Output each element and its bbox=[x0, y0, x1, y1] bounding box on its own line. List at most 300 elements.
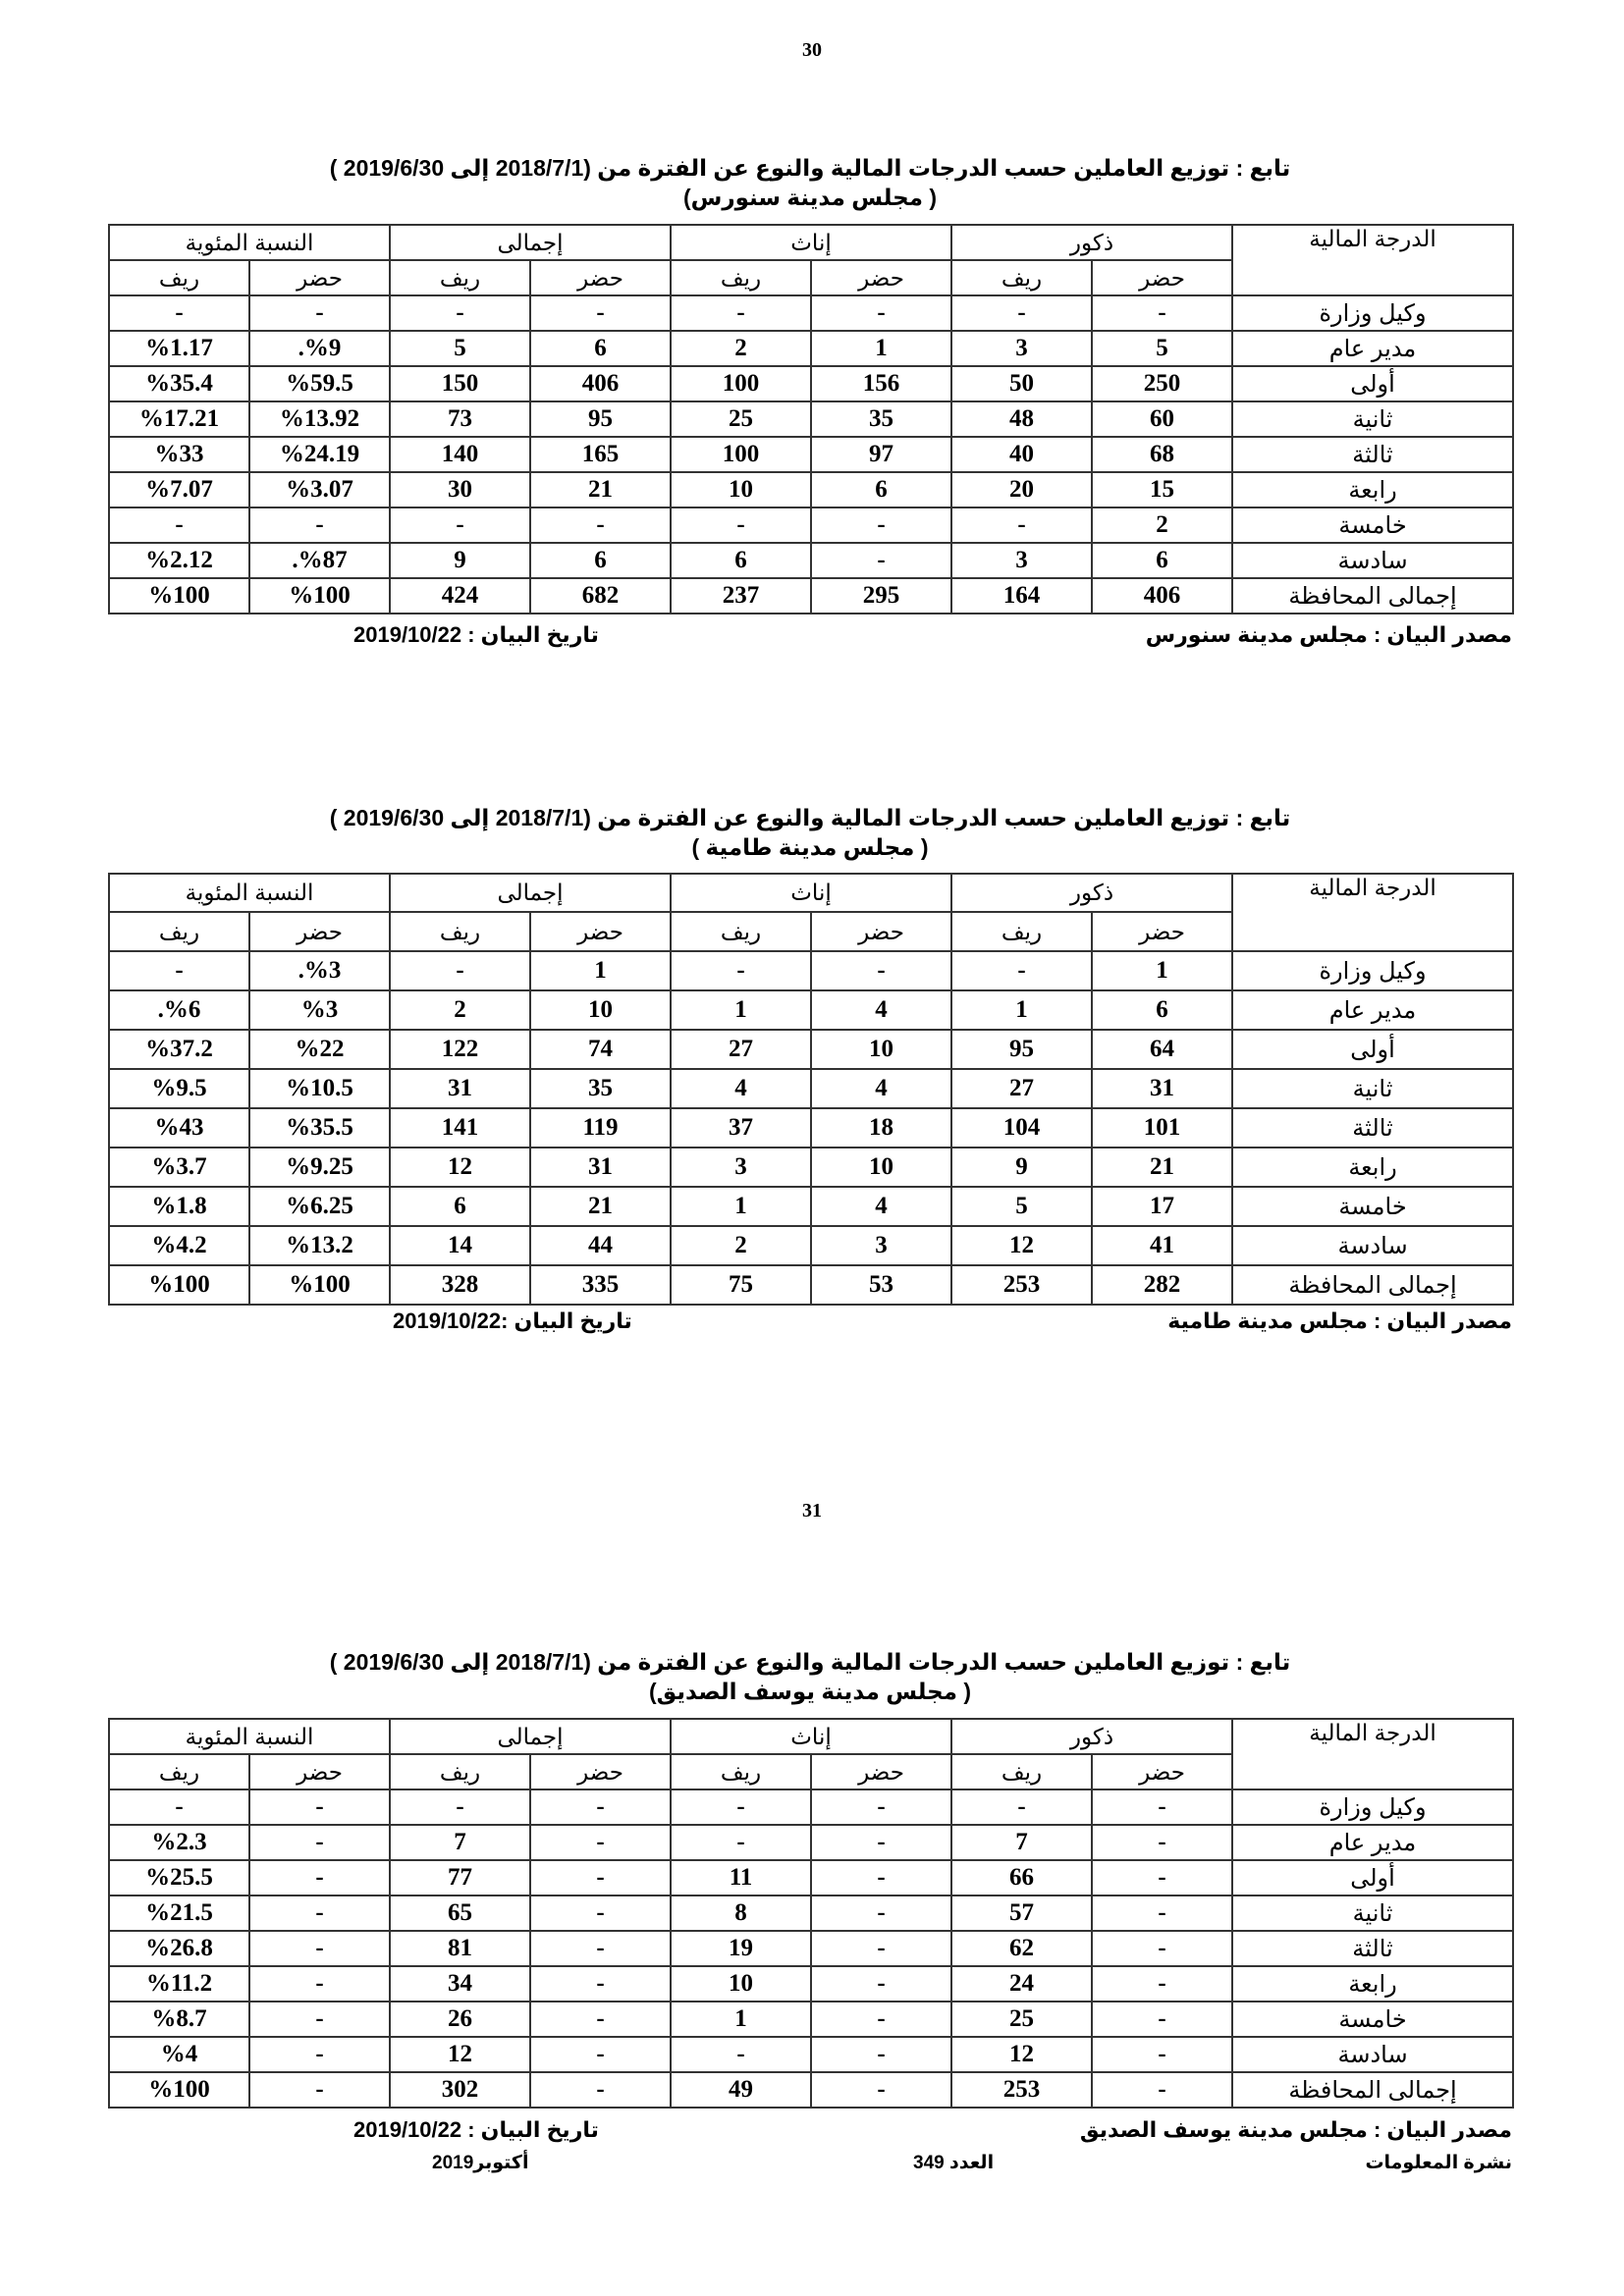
table-cell: 100 bbox=[671, 366, 811, 401]
table-cell: - bbox=[530, 1966, 671, 2002]
table-cell: 10 bbox=[811, 1148, 951, 1187]
table-cell: 250 bbox=[1092, 366, 1232, 401]
table-row bbox=[109, 1789, 1513, 1825]
header-percent: النسبة المئوية bbox=[109, 225, 390, 260]
table-row bbox=[109, 295, 1513, 331]
table-cell: %3. bbox=[249, 951, 390, 990]
table-cell: 1 bbox=[671, 990, 811, 1030]
table-cell: - bbox=[671, 295, 811, 331]
grade-label: وكيل وزارة bbox=[1232, 951, 1513, 990]
grade-label: خامسة bbox=[1232, 2002, 1513, 2037]
grade-label: خامسة bbox=[1232, 507, 1513, 543]
table-cell: - bbox=[530, 2072, 671, 2108]
table-cell: %9. bbox=[249, 331, 390, 366]
header-rural: ريف bbox=[109, 1754, 249, 1789]
table-cell: - bbox=[671, 1789, 811, 1825]
table-row bbox=[109, 1187, 1513, 1226]
footer-issue: العدد 349 bbox=[913, 2153, 995, 2173]
table-cell: - bbox=[1092, 2002, 1232, 2037]
table-cell: - bbox=[811, 1825, 951, 1860]
table-cell: 302 bbox=[390, 2072, 530, 2108]
table-cell: %33 bbox=[109, 437, 249, 472]
header-rural: ريف bbox=[951, 912, 1092, 951]
table-cell: %9.25 bbox=[249, 1148, 390, 1187]
data-date: تاريخ البيان :2019/10/22 bbox=[393, 1308, 632, 1333]
table-row bbox=[109, 507, 1513, 543]
grade-label: رابعة bbox=[1232, 472, 1513, 507]
table-row bbox=[109, 1069, 1513, 1108]
table-cell: 3 bbox=[951, 543, 1092, 578]
table-cell: 406 bbox=[1092, 578, 1232, 614]
header-urban: حضر bbox=[249, 912, 390, 951]
table-cell: 6 bbox=[1092, 543, 1232, 578]
table-cell: 48 bbox=[951, 401, 1092, 437]
header-percent: النسبة المئوية bbox=[109, 874, 390, 912]
table-cell: %4 bbox=[109, 2037, 249, 2072]
table-cell: - bbox=[249, 2002, 390, 2037]
header-urban: حضر bbox=[530, 1754, 671, 1789]
table-title-line: تابع : توزيع العاملين حسب الدرجات المالية والنوع عن الفترة من (2018/7/1 إلى 2019/6/30 ) bbox=[329, 155, 1291, 181]
table-cell: 7 bbox=[390, 1825, 530, 1860]
table-cell: - bbox=[811, 2002, 951, 2037]
table-cell: 31 bbox=[390, 1069, 530, 1108]
table-cell: 73 bbox=[390, 401, 530, 437]
table-cell: 77 bbox=[390, 1860, 530, 1896]
table-cell: 1 bbox=[671, 2002, 811, 2037]
table-cell: 97 bbox=[811, 437, 951, 472]
table-cell: 18 bbox=[811, 1108, 951, 1148]
table-cell: - bbox=[811, 295, 951, 331]
table-row bbox=[109, 951, 1513, 990]
table-cell: - bbox=[951, 295, 1092, 331]
table-cell: 74 bbox=[530, 1030, 671, 1069]
header-total: إجمالى bbox=[390, 874, 671, 912]
table-cell: 3 bbox=[951, 331, 1092, 366]
table-cell: - bbox=[530, 1789, 671, 1825]
header-rural: ريف bbox=[951, 1754, 1092, 1789]
header-rural: ريف bbox=[109, 260, 249, 295]
table-cell: 10 bbox=[811, 1030, 951, 1069]
footer-month: أكتوبر2019 bbox=[432, 2153, 529, 2173]
table-cell: %59.5 bbox=[249, 366, 390, 401]
table-cell: 81 bbox=[390, 1931, 530, 1966]
table-cell: 21 bbox=[530, 472, 671, 507]
grade-label: وكيل وزارة bbox=[1232, 295, 1513, 331]
table-cell: - bbox=[249, 507, 390, 543]
table-cell: 122 bbox=[390, 1030, 530, 1069]
table-cell: %6. bbox=[109, 990, 249, 1030]
table-cell: 75 bbox=[671, 1265, 811, 1305]
table-row bbox=[109, 331, 1513, 366]
table-cell: 5 bbox=[1092, 331, 1232, 366]
table-cell: - bbox=[249, 1896, 390, 1931]
table-cell: 37 bbox=[671, 1108, 811, 1148]
table-cell: - bbox=[249, 2072, 390, 2108]
table-cell: %10.5 bbox=[249, 1069, 390, 1108]
table-cell: - bbox=[671, 507, 811, 543]
header-males: ذكور bbox=[951, 225, 1232, 260]
table-row bbox=[109, 1265, 1513, 1305]
table-cell: 7 bbox=[951, 1825, 1092, 1860]
table-cell: 11 bbox=[671, 1860, 811, 1896]
table-cell: %3.07 bbox=[249, 472, 390, 507]
data-source: مصدر البيان : مجلس مدينة يوسف الصديق bbox=[1079, 2117, 1512, 2142]
table-cell: 4 bbox=[811, 1187, 951, 1226]
table-cell: 10 bbox=[671, 1966, 811, 2002]
data-date: تاريخ البيان : 2019/10/22 bbox=[353, 622, 599, 647]
table-cell: %22 bbox=[249, 1030, 390, 1069]
table-cell: 165 bbox=[530, 437, 671, 472]
grade-label: سادسة bbox=[1232, 2037, 1513, 2072]
table-cell: 95 bbox=[951, 1030, 1092, 1069]
table-1-title bbox=[108, 153, 1512, 212]
header-total: إجمالى bbox=[390, 225, 671, 260]
table-cell: - bbox=[109, 1789, 249, 1825]
header-rural: ريف bbox=[390, 1754, 530, 1789]
grades-table-sinnuris bbox=[108, 224, 1514, 614]
table-cell: 17 bbox=[1092, 1187, 1232, 1226]
table-cell: 6 bbox=[1092, 990, 1232, 1030]
grade-label: خامسة bbox=[1232, 1187, 1513, 1226]
header-urban: حضر bbox=[1092, 1754, 1232, 1789]
table-body bbox=[109, 1789, 1513, 2108]
table-cell: - bbox=[1092, 1931, 1232, 1966]
table-cell: - bbox=[249, 1789, 390, 1825]
table-body bbox=[109, 295, 1513, 614]
table-cell: %3.7 bbox=[109, 1148, 249, 1187]
table-cell: 253 bbox=[951, 2072, 1092, 2108]
grade-label: إجمالى المحافظة bbox=[1232, 2072, 1513, 2108]
header-females: إناث bbox=[671, 1719, 951, 1754]
table-cell: 19 bbox=[671, 1931, 811, 1966]
table-cell: %13.92 bbox=[249, 401, 390, 437]
header-rural: ريف bbox=[109, 912, 249, 951]
table-cell: - bbox=[530, 1931, 671, 1966]
table-cell: - bbox=[249, 295, 390, 331]
table-cell: 10 bbox=[530, 990, 671, 1030]
table-cell: - bbox=[811, 2037, 951, 2072]
table-body bbox=[109, 951, 1513, 1305]
table-cell: 1 bbox=[1092, 951, 1232, 990]
table-cell: 57 bbox=[951, 1896, 1092, 1931]
header-rural: ريف bbox=[390, 260, 530, 295]
table-cell: 5 bbox=[390, 331, 530, 366]
table-cell: 60 bbox=[1092, 401, 1232, 437]
table-cell: 2 bbox=[1092, 507, 1232, 543]
table-row bbox=[109, 1860, 1513, 1896]
table-cell: 35 bbox=[530, 1069, 671, 1108]
table-row bbox=[109, 578, 1513, 614]
table-cell: %87. bbox=[249, 543, 390, 578]
header-grade: الدرجة المالية bbox=[1232, 1719, 1513, 1789]
table-cell: %8.7 bbox=[109, 2002, 249, 2037]
table-cell: 1 bbox=[530, 951, 671, 990]
table-cell: 66 bbox=[951, 1860, 1092, 1896]
table-cell: - bbox=[1092, 1896, 1232, 1931]
table-3-title bbox=[108, 1647, 1512, 1706]
footer-publication: نشرة المعلومات bbox=[1365, 2153, 1512, 2173]
table-cell: %7.07 bbox=[109, 472, 249, 507]
grade-label: رابعة bbox=[1232, 1966, 1513, 2002]
grade-label: سادسة bbox=[1232, 1226, 1513, 1265]
table-cell: - bbox=[1092, 1966, 1232, 2002]
table-cell: 40 bbox=[951, 437, 1092, 472]
grade-label: أولى bbox=[1232, 1860, 1513, 1896]
header-urban: حضر bbox=[530, 260, 671, 295]
table-cell: 31 bbox=[530, 1148, 671, 1187]
grade-label: وكيل وزارة bbox=[1232, 1789, 1513, 1825]
grade-label: رابعة bbox=[1232, 1148, 1513, 1187]
table-cell: - bbox=[951, 951, 1092, 990]
table-cell: %26.8 bbox=[109, 1931, 249, 1966]
table-cell: %4.2 bbox=[109, 1226, 249, 1265]
header-total: إجمالى bbox=[390, 1719, 671, 1754]
table-title-line: تابع : توزيع العاملين حسب الدرجات المالية والنوع عن الفترة من (2018/7/1 إلى 2019/6/30 ) bbox=[329, 1649, 1291, 1675]
grade-label: ثانية bbox=[1232, 1896, 1513, 1931]
data-source: مصدر البيان : مجلس مدينة سنورس bbox=[1145, 622, 1512, 647]
table-cell: 44 bbox=[530, 1226, 671, 1265]
table-cell: - bbox=[390, 1789, 530, 1825]
table-cell: 34 bbox=[390, 1966, 530, 2002]
table-cell: - bbox=[109, 951, 249, 990]
table-cell: - bbox=[1092, 2072, 1232, 2108]
table-cell: 4 bbox=[671, 1069, 811, 1108]
table-cell: 1 bbox=[951, 990, 1092, 1030]
header-males: ذكور bbox=[951, 1719, 1232, 1754]
table-cell: %1.17 bbox=[109, 331, 249, 366]
table-cell: %35.5 bbox=[249, 1108, 390, 1148]
table-cell: - bbox=[671, 951, 811, 990]
table-cell: 4 bbox=[811, 1069, 951, 1108]
table-2-title bbox=[108, 803, 1512, 862]
grade-label: أولى bbox=[1232, 1030, 1513, 1069]
grade-label: أولى bbox=[1232, 366, 1513, 401]
header-percent: النسبة المئوية bbox=[109, 1719, 390, 1754]
table-cell: 12 bbox=[951, 1226, 1092, 1265]
table-cell: - bbox=[109, 295, 249, 331]
table-cell: 8 bbox=[671, 1896, 811, 1931]
table-cell: 9 bbox=[390, 543, 530, 578]
page-number-top: 30 bbox=[802, 39, 822, 61]
table-cell: %2.3 bbox=[109, 1825, 249, 1860]
grades-table-youssef-elsedeek bbox=[108, 1718, 1514, 2109]
table-cell: - bbox=[530, 2037, 671, 2072]
table-cell: 100 bbox=[671, 437, 811, 472]
table-cell: 12 bbox=[390, 2037, 530, 2072]
table-row bbox=[109, 472, 1513, 507]
table-cell: 156 bbox=[811, 366, 951, 401]
table-cell: 2 bbox=[390, 990, 530, 1030]
table-row bbox=[109, 543, 1513, 578]
grade-label: مدير عام bbox=[1232, 1825, 1513, 1860]
table-cell: - bbox=[951, 507, 1092, 543]
table-cell: %11.2 bbox=[109, 1966, 249, 2002]
table-cell: 1 bbox=[811, 331, 951, 366]
table-cell: - bbox=[811, 1931, 951, 1966]
table-cell: - bbox=[811, 1860, 951, 1896]
table-cell: %13.2 bbox=[249, 1226, 390, 1265]
table-cell: 10 bbox=[671, 472, 811, 507]
table-cell: 25 bbox=[951, 2002, 1092, 2037]
table-cell: 682 bbox=[530, 578, 671, 614]
grade-label: مدير عام bbox=[1232, 990, 1513, 1030]
table-cell: - bbox=[811, 951, 951, 990]
header-urban: حضر bbox=[249, 1754, 390, 1789]
table-cell: - bbox=[811, 507, 951, 543]
table-cell: 65 bbox=[390, 1896, 530, 1931]
table-cell: - bbox=[249, 1966, 390, 2002]
table-cell: 104 bbox=[951, 1108, 1092, 1148]
table-subtitle: ( مجلس مدينة سنورس) bbox=[682, 185, 938, 210]
table-cell: - bbox=[390, 951, 530, 990]
table-cell: 141 bbox=[390, 1108, 530, 1148]
grade-label: ثانية bbox=[1232, 401, 1513, 437]
table-cell: 95 bbox=[530, 401, 671, 437]
page-number-middle: 31 bbox=[802, 1500, 822, 1522]
header-urban: حضر bbox=[249, 260, 390, 295]
table-cell: 424 bbox=[390, 578, 530, 614]
table-cell: 328 bbox=[390, 1265, 530, 1305]
table-cell: 21 bbox=[1092, 1148, 1232, 1187]
table-cell: 253 bbox=[951, 1265, 1092, 1305]
table-cell: %100 bbox=[109, 1265, 249, 1305]
table-cell: 5 bbox=[951, 1187, 1092, 1226]
table-cell: 12 bbox=[951, 2037, 1092, 2072]
grades-table-tamiya bbox=[108, 873, 1514, 1306]
table-cell: %17.21 bbox=[109, 401, 249, 437]
table-cell: %100 bbox=[109, 578, 249, 614]
table-row bbox=[109, 1896, 1513, 1931]
table-row bbox=[109, 401, 1513, 437]
table-cell: 164 bbox=[951, 578, 1092, 614]
table-row bbox=[109, 437, 1513, 472]
table-title-line: تابع : توزيع العاملين حسب الدرجات المالية والنوع عن الفترة من (2018/7/1 إلى 2019/6/30 ) bbox=[329, 805, 1291, 830]
table-cell: - bbox=[951, 1789, 1092, 1825]
table-cell: 1 bbox=[671, 1187, 811, 1226]
header-females: إناث bbox=[671, 225, 951, 260]
header-urban: حضر bbox=[1092, 260, 1232, 295]
table-cell: - bbox=[811, 2072, 951, 2108]
table-cell: %100 bbox=[109, 2072, 249, 2108]
table-cell: 6 bbox=[671, 543, 811, 578]
table-cell: %43 bbox=[109, 1108, 249, 1148]
table-cell: - bbox=[1092, 1860, 1232, 1896]
table-cell: 30 bbox=[390, 472, 530, 507]
table-row bbox=[109, 990, 1513, 1030]
table-cell: %24.19 bbox=[249, 437, 390, 472]
table-cell: %9.5 bbox=[109, 1069, 249, 1108]
table-cell: 26 bbox=[390, 2002, 530, 2037]
table-cell: 12 bbox=[390, 1148, 530, 1187]
grade-label: سادسة bbox=[1232, 543, 1513, 578]
table-cell: 6 bbox=[530, 331, 671, 366]
table-cell: 35 bbox=[811, 401, 951, 437]
table-cell: 49 bbox=[671, 2072, 811, 2108]
table-cell: - bbox=[530, 295, 671, 331]
header-urban: حضر bbox=[530, 912, 671, 951]
table-cell: - bbox=[390, 507, 530, 543]
table-cell: %2.12 bbox=[109, 543, 249, 578]
table-row bbox=[109, 2072, 1513, 2108]
table-row bbox=[109, 2037, 1513, 2072]
table-cell: 2 bbox=[671, 331, 811, 366]
table-cell: 53 bbox=[811, 1265, 951, 1305]
table-cell: - bbox=[1092, 1789, 1232, 1825]
table-cell: - bbox=[671, 2037, 811, 2072]
table-cell: - bbox=[530, 1896, 671, 1931]
table-cell: 150 bbox=[390, 366, 530, 401]
table-cell: 237 bbox=[671, 578, 811, 614]
table-cell: - bbox=[530, 1860, 671, 1896]
table-cell: - bbox=[671, 1825, 811, 1860]
grade-label: ثالثة bbox=[1232, 1108, 1513, 1148]
table-cell: - bbox=[811, 543, 951, 578]
header-females: إناث bbox=[671, 874, 951, 912]
header-grade: الدرجة المالية bbox=[1232, 225, 1513, 295]
table-row bbox=[109, 1108, 1513, 1148]
grade-label: ثالثة bbox=[1232, 1931, 1513, 1966]
table-row bbox=[109, 1226, 1513, 1265]
table-subtitle: ( مجلس مدينة طامية ) bbox=[691, 834, 929, 860]
table-cell: 3 bbox=[671, 1148, 811, 1187]
table-cell: 3 bbox=[811, 1226, 951, 1265]
header-urban: حضر bbox=[811, 912, 951, 951]
table-row bbox=[109, 2002, 1513, 2037]
table-cell: 20 bbox=[951, 472, 1092, 507]
table-cell: 119 bbox=[530, 1108, 671, 1148]
table-row bbox=[109, 1030, 1513, 1069]
header-rural: ريف bbox=[951, 260, 1092, 295]
table-cell: %1.8 bbox=[109, 1187, 249, 1226]
header-males: ذكور bbox=[951, 874, 1232, 912]
header-rural: ريف bbox=[671, 912, 811, 951]
table-cell: %21.5 bbox=[109, 1896, 249, 1931]
table-cell: - bbox=[1092, 2037, 1232, 2072]
table-cell: %100 bbox=[249, 578, 390, 614]
table-cell: 335 bbox=[530, 1265, 671, 1305]
data-date: تاريخ البيان : 2019/10/22 bbox=[353, 2117, 599, 2142]
table-subtitle: ( مجلس مدينة يوسف الصديق) bbox=[649, 1679, 971, 1704]
table-cell: 62 bbox=[951, 1931, 1092, 1966]
table-cell: 140 bbox=[390, 437, 530, 472]
table-cell: 68 bbox=[1092, 437, 1232, 472]
header-rural: ريف bbox=[390, 912, 530, 951]
table-cell: 14 bbox=[390, 1226, 530, 1265]
table-cell: 282 bbox=[1092, 1265, 1232, 1305]
table-cell: 64 bbox=[1092, 1030, 1232, 1069]
header-grade: الدرجة المالية bbox=[1232, 874, 1513, 951]
table-cell: - bbox=[249, 2037, 390, 2072]
table-cell: - bbox=[109, 507, 249, 543]
table-cell: 15 bbox=[1092, 472, 1232, 507]
table-cell: - bbox=[1092, 295, 1232, 331]
grade-label: مدير عام bbox=[1232, 331, 1513, 366]
table-cell: %25.5 bbox=[109, 1860, 249, 1896]
table-cell: 6 bbox=[811, 472, 951, 507]
data-source: مصدر البيان : مجلس مدينة طامية bbox=[1167, 1308, 1512, 1333]
table-cell: - bbox=[249, 1931, 390, 1966]
table-row bbox=[109, 366, 1513, 401]
table-cell: 27 bbox=[671, 1030, 811, 1069]
grade-label: ثالثة bbox=[1232, 437, 1513, 472]
table-cell: - bbox=[249, 1860, 390, 1896]
table-cell: 295 bbox=[811, 578, 951, 614]
table-cell: 6 bbox=[390, 1187, 530, 1226]
table-cell: 4 bbox=[811, 990, 951, 1030]
table-cell: - bbox=[390, 295, 530, 331]
header-urban: حضر bbox=[1092, 912, 1232, 951]
table-cell: - bbox=[249, 1825, 390, 1860]
